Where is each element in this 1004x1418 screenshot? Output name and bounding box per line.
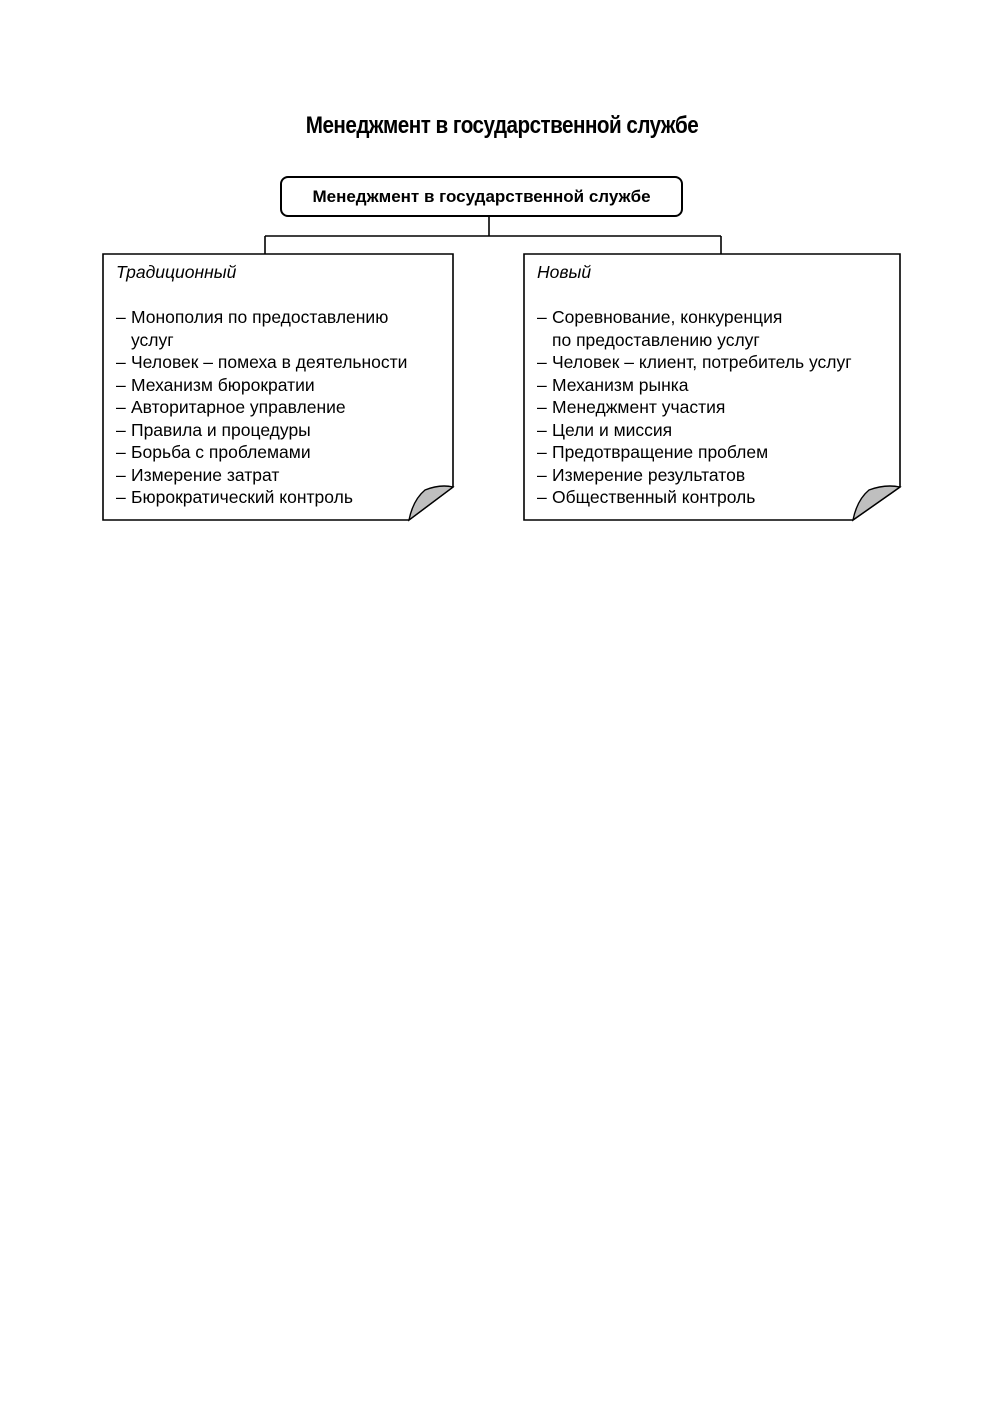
panel-traditional [116,261,446,509]
list-item: – Человек – помеха в деятельности [116,351,446,374]
list-item: – Измерение результатов [537,464,892,487]
list-item: – Соревнование, конкуренция по предоставлению услуг [537,306,892,351]
list-item: – Общественный контроль [537,486,892,509]
list-item: – Измерение затрат [116,464,446,487]
list-item: – Цели и миссия [537,419,892,442]
list-item: – Механизм рынка [537,374,892,397]
panel-heading: Новый [537,262,592,282]
list-item: – Бюрократический контроль [116,486,446,509]
panel-heading: Традиционный [116,262,237,282]
connector-lines [265,216,721,254]
list-item: – Правила и процедуры [116,419,446,442]
panel-new [537,261,892,509]
root-node [280,176,683,217]
list-item: – Человек – клиент, потребитель услуг [537,351,892,374]
list-item: – Менеджмент участия [537,396,892,419]
list-item: – Предотвращение проблем [537,441,892,464]
panel-list [537,306,892,509]
page-title: Менеджмент в государственной службе [305,112,699,139]
list-item: – Механизм бюрократии [116,374,446,397]
list-item: – Монополия по предоставлению услуг [116,306,446,351]
panel-list [116,306,446,509]
root-node-label: Менеджмент в государственной службе [312,186,651,206]
list-item: – Авторитарное управление [116,396,446,419]
list-item: – Борьба с проблемами [116,441,446,464]
